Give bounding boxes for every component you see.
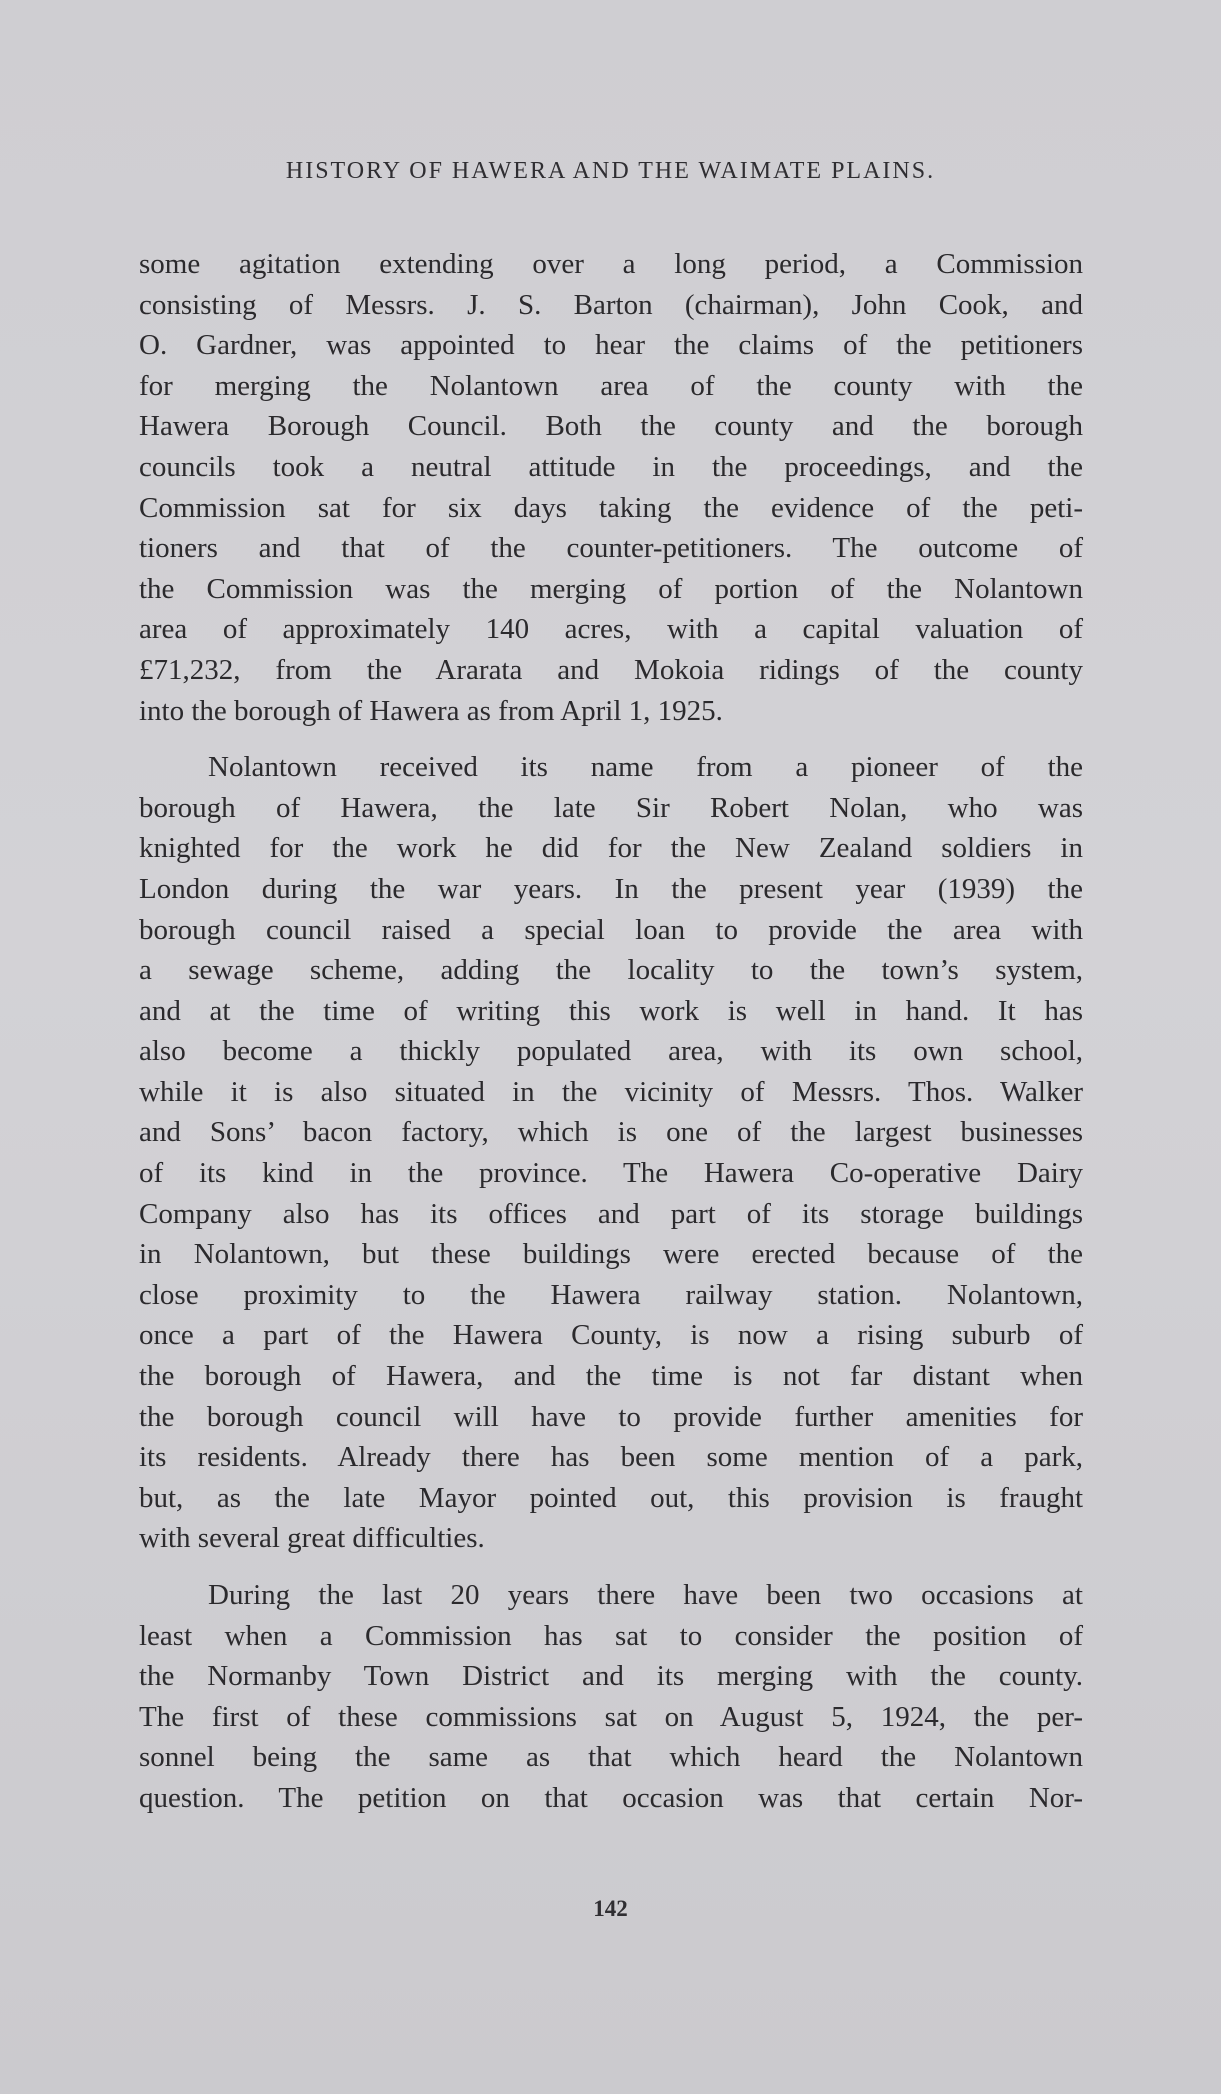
text-line: once a part of the Hawera County, is now a rising suburb of xyxy=(139,1319,1083,1352)
text-line: £71,232, from the Ararata and Mokoia ridings of the county xyxy=(139,653,1083,686)
page-number: 142 xyxy=(593,1896,628,1921)
text-line: also become a thickly populated area, with its own school, xyxy=(139,1035,1083,1068)
text-line: sonnel being the same as that which heard the Nolantown xyxy=(139,1741,1083,1774)
body-text xyxy=(139,244,1083,1835)
text-line: borough of Hawera, the late Sir Robert Nolan, who was xyxy=(139,791,1083,824)
text-line: but, as the late Mayor pointed out, this provision is fraught xyxy=(139,1481,1083,1514)
text-line: some agitation extending over a long period, a Commission xyxy=(139,248,1083,280)
text-line: into the borough of Hawera as from April 1, 1925. xyxy=(139,694,723,727)
text-line: the borough council will have to provide further amenities for xyxy=(139,1400,1083,1433)
paragraph xyxy=(139,1575,1083,1819)
text-line: Company also has its offices and part of its storage buildings xyxy=(139,1197,1083,1230)
running-head: HISTORY OF HAWERA AND THE WAIMATE PLAINS. xyxy=(285,158,936,184)
paragraph xyxy=(139,747,1083,1559)
text-line: London during the war years. In the present year (1939) the xyxy=(139,872,1083,905)
text-line: councils took a neutral attitude in the proceedings, and the xyxy=(139,450,1083,483)
text-line: while it is also situated in the vicinity of Messrs. Thos. Walker xyxy=(139,1075,1083,1108)
text-line: During the last 20 years there have been two occasions at xyxy=(208,1579,1083,1611)
text-line: Hawera Borough Council. Both the county and the borough xyxy=(139,410,1083,443)
text-line: Nolantown received its name from a pioneer of the xyxy=(208,751,1083,784)
text-line: for merging the Nolantown area of the county with the xyxy=(139,369,1083,402)
paragraph xyxy=(139,244,1083,731)
text-line: least when a Commission has sat to consider the position of xyxy=(139,1619,1083,1652)
text-line: borough council raised a special loan to provide the area with xyxy=(139,913,1083,946)
text-line: tioners and that of the counter-petitioners. The outcome of xyxy=(139,532,1083,565)
text-line: The first of these commissions sat on August 5, 1924, the per- xyxy=(139,1700,1083,1733)
text-line: consisting of Messrs. J. S. Barton (chairman), John Cook, and xyxy=(139,288,1083,321)
text-line: and Sons’ bacon factory, which is one of the largest businesses xyxy=(139,1116,1083,1149)
text-line: the Normanby Town District and its merging with the county. xyxy=(139,1660,1083,1693)
text-line: in Nolantown, but these buildings were erected because of the xyxy=(139,1238,1083,1271)
text-line: of its kind in the province. The Hawera Co-operative Dairy xyxy=(139,1157,1083,1190)
text-line: a sewage scheme, adding the locality to the town’s system, xyxy=(139,954,1083,987)
text-line: close proximity to the Hawera railway station. Nolantown, xyxy=(139,1278,1083,1311)
text-line: question. The petition on that occasion was that certain Nor- xyxy=(139,1781,1083,1814)
text-line: Commission sat for six days taking the evidence of the peti- xyxy=(139,491,1083,524)
text-line: the Commission was the merging of portion of the Nolantown xyxy=(139,572,1083,605)
text-line: the borough of Hawera, and the time is not far distant when xyxy=(139,1360,1083,1393)
text-line: area of approximately 140 acres, with a capital valuation of xyxy=(139,613,1083,646)
text-line: with several great difficulties. xyxy=(139,1522,485,1555)
text-line: its residents. Already there has been some mention of a park, xyxy=(139,1441,1083,1474)
text-line: O. Gardner, was appointed to hear the claims of the petitioners xyxy=(139,329,1083,362)
text-line: knighted for the work he did for the New Zealand soldiers in xyxy=(139,832,1083,865)
text-line: and at the time of writing this work is well in hand. It has xyxy=(139,994,1083,1027)
